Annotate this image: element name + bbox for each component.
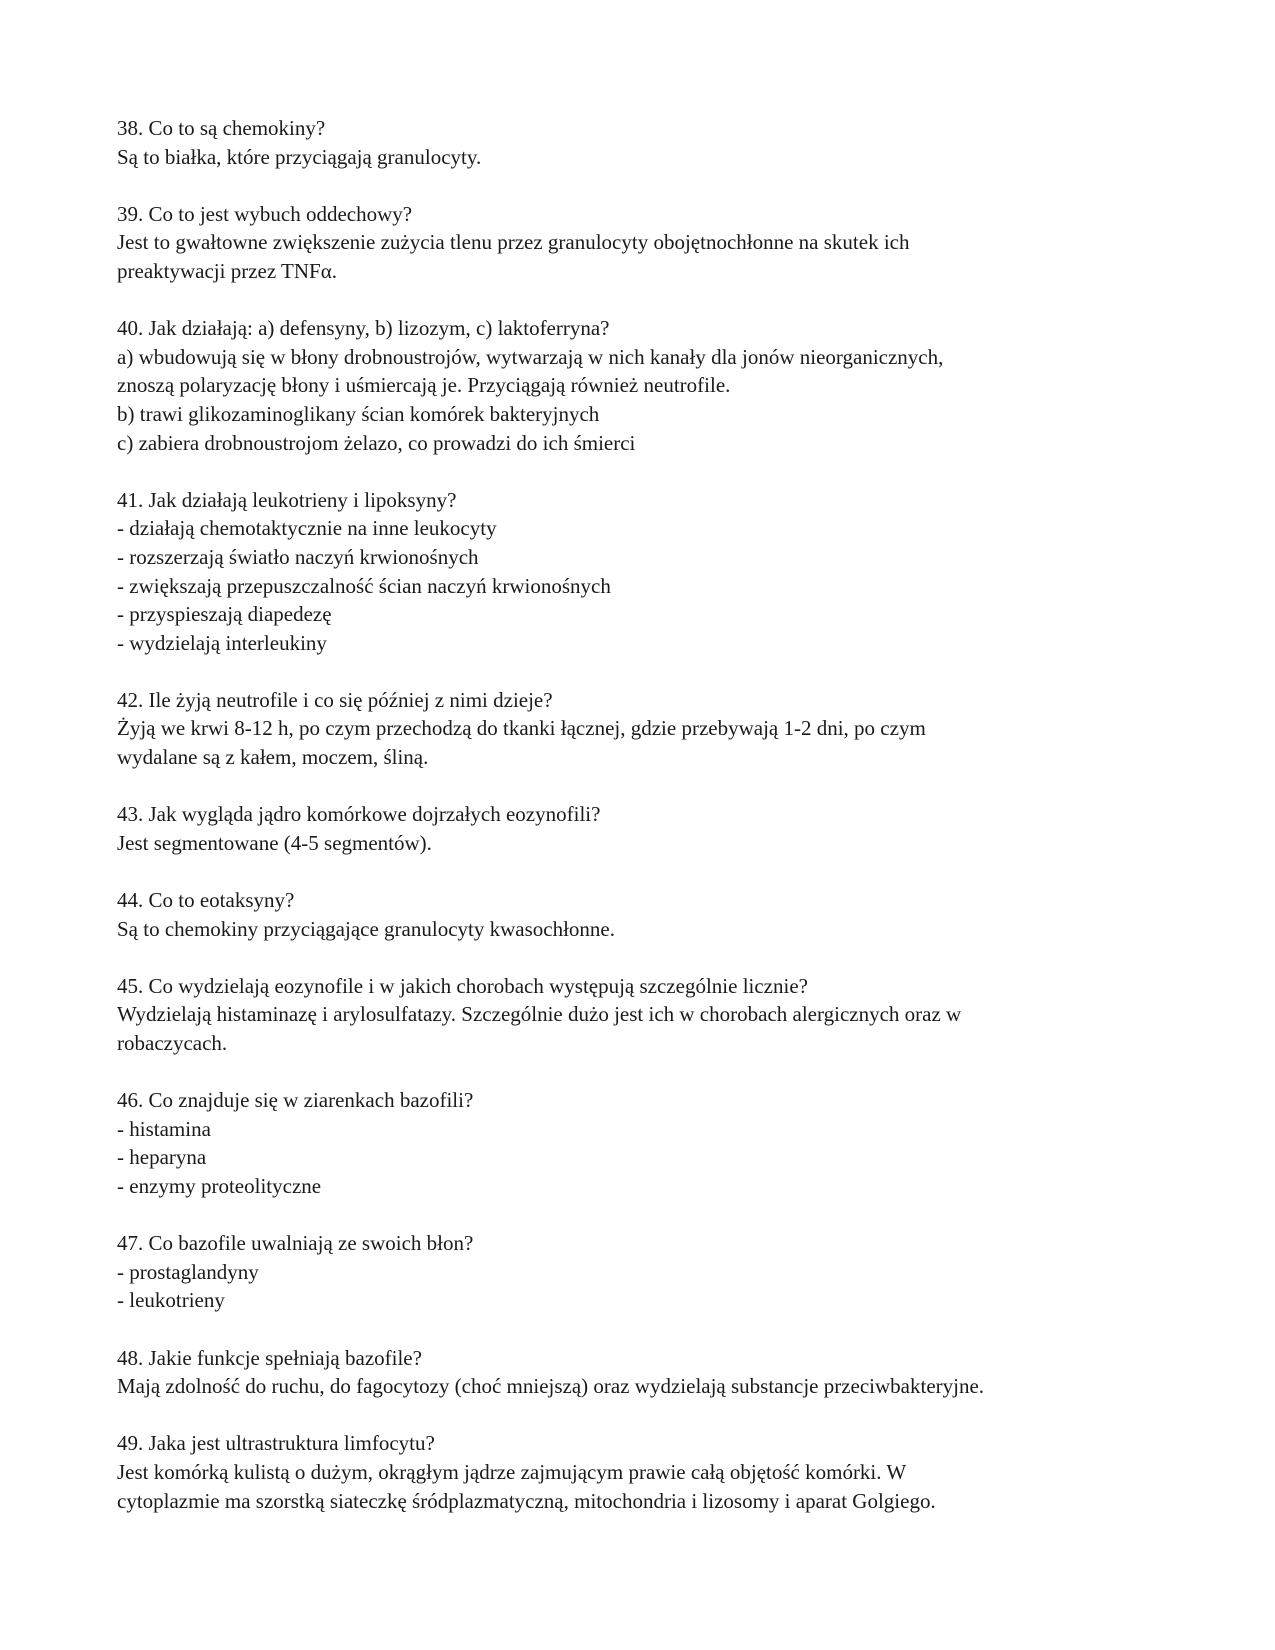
qa-block <box>117 1229 1167 1315</box>
answer-line: c) zabiera drobnoustrojom żelazo, co prowadzi do ich śmierci <box>117 430 636 455</box>
question-text: 45. Co wydzielają eozynofile i w jakich chorobach występują szczególnie licznie? <box>117 973 808 998</box>
question-text: 46. Co znajduje się w ziarenkach bazofili? <box>117 1088 474 1113</box>
question-text: 44. Co to eotaksyny? <box>117 888 295 913</box>
answer-line: - heparyna <box>117 1145 207 1170</box>
answer-line: znoszą polaryzację błony i uśmiercają je. Przyciągają również neutrofile. <box>117 373 731 398</box>
answer-line: preaktywacji przez TNFα. <box>117 258 337 283</box>
answer-line: Są to chemokiny przyciągające granulocyty kwasochłonne. <box>117 916 615 941</box>
question-text: 40. Jak działają: a) defensyny, b) lizozym, c) laktoferryna? <box>117 316 610 341</box>
answer-line: b) trawi glikozaminoglikany ścian komórek bakteryjnych <box>117 401 600 426</box>
qa-block <box>117 314 1167 457</box>
question-text: 43. Jak wygląda jądro komórkowe dojrzałych eozynofili? <box>117 802 601 827</box>
qa-block <box>117 800 1167 857</box>
answer-line: - prostaglandyny <box>117 1259 259 1284</box>
document-body <box>117 114 1167 1544</box>
question-text: 49. Jaka jest ultrastruktura limfocytu? <box>117 1431 435 1456</box>
answer-line: - działają chemotaktycznie na inne leukocyty <box>117 516 497 541</box>
qa-block <box>117 486 1167 658</box>
qa-block <box>117 886 1167 943</box>
answer-line: - enzymy proteolityczne <box>117 1173 322 1198</box>
question-text: 42. Ile żyją neutrofile i co się później z nimi dzieje? <box>117 687 553 712</box>
answer-line: cytoplazmie ma szorstką siateczkę śródplazmatyczną, mitochondria i lizosomy i aparat Golgiego. <box>117 1488 936 1513</box>
answer-line: - leukotrieny <box>117 1288 225 1313</box>
question-text: 48. Jakie funkcje spełniają bazofile? <box>117 1345 422 1370</box>
answer-line: - rozszerzają światło naczyń krwionośnych <box>117 544 479 569</box>
question-text: 41. Jak działają leukotrieny i lipoksyny? <box>117 487 457 512</box>
question-text: 39. Co to jest wybuch oddechowy? <box>117 201 413 226</box>
qa-block <box>117 972 1167 1058</box>
qa-block <box>117 200 1167 286</box>
question-text: 47. Co bazofile uwalniają ze swoich błon? <box>117 1231 474 1256</box>
question-text: 38. Co to są chemokiny? <box>117 116 326 140</box>
answer-line: - przyspieszają diapedezę <box>117 602 332 627</box>
answer-line: Wydzielają histaminazę i arylosulfatazy. Szczególnie dużo jest ich w chorobach alergicznych oraz w <box>117 1002 962 1027</box>
answer-line: Żyją we krwi 8-12 h, po czym przechodzą do tkanki łącznej, gdzie przebywają 1-2 dni, po czym <box>117 716 926 741</box>
answer-line: Są to białka, które przyciągają granulocyty. <box>117 144 482 169</box>
answer-line: wydalane są z kałem, moczem, śliną. <box>117 745 429 770</box>
answer-line: Jest komórką kulistą o dużym, okrągłym jądrze zajmującym prawie całą objętość komórki. W <box>117 1459 907 1484</box>
answer-line: robaczycach. <box>117 1031 228 1055</box>
answer-line: a) wbudowują się w błony drobnoustrojów, wytwarzają w nich kanały dla jonów nieorganicznych, <box>117 344 944 369</box>
qa-block <box>117 1344 1167 1401</box>
qa-block <box>117 1429 1167 1515</box>
answer-line: - histamina <box>117 1116 211 1141</box>
qa-block <box>117 114 1167 171</box>
qa-block <box>117 1086 1167 1200</box>
answer-line: - zwiększają przepuszczalność ścian naczyń krwionośnych <box>117 573 611 598</box>
answer-line: - wydzielają interleukiny <box>117 630 327 655</box>
qa-block <box>117 686 1167 772</box>
answer-line: Jest segmentowane (4-5 segmentów). <box>117 830 432 855</box>
answer-line: Jest to gwałtowne zwiększenie zużycia tlenu przez granulocyty obojętnochłonne na skutek ich <box>117 230 910 255</box>
answer-line: Mają zdolność do ruchu, do fagocytozy (choć mniejszą) oraz wydzielają substancje przeciwbakteryjne. <box>117 1374 985 1399</box>
